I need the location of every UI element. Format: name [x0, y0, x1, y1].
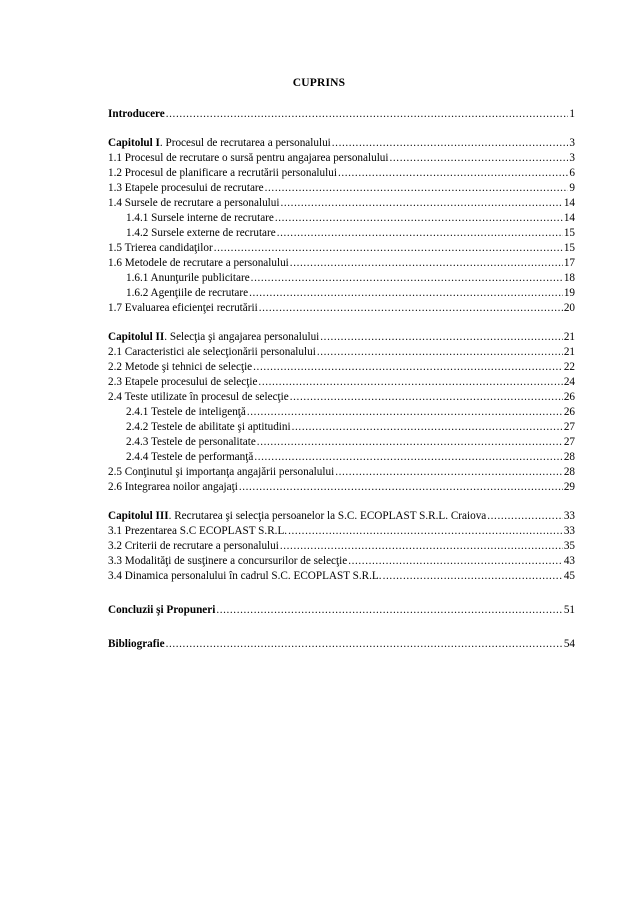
- toc-entry: [108, 211, 575, 226]
- toc-entry-label: [108, 554, 347, 569]
- dot-leader: [487, 509, 563, 524]
- toc-page-number: 24: [563, 376, 575, 388]
- toc-entry-text: 1.7 Evaluarea eficienţei recrutării: [108, 302, 258, 314]
- toc-entry: [108, 637, 575, 652]
- dot-leader: [290, 390, 563, 405]
- toc-entry-heading: Capitolul III: [108, 510, 169, 522]
- toc-page-number: 26: [563, 406, 575, 418]
- toc-entry-label: [108, 360, 252, 375]
- toc-entry-label: [126, 211, 274, 226]
- toc-entry-text: 1.4.1 Sursele interne de recrutare: [126, 212, 274, 224]
- toc-entry: [108, 241, 575, 256]
- toc-page-number: 54: [563, 638, 575, 650]
- toc-entry: [108, 256, 575, 271]
- toc-entry-text: . Selecţia şi angajarea personalului: [164, 331, 320, 343]
- toc-entry-text: 1.4.2 Sursele externe de recrutare: [126, 227, 276, 239]
- section-spacer: [108, 618, 575, 637]
- toc-entry-text: 1.6.1 Anunţurile publicitare: [126, 272, 250, 284]
- toc-page-number: 21: [563, 346, 575, 358]
- toc-entry-text: 2.5 Conţinutul şi importanţa angajării personalului: [108, 466, 335, 478]
- toc-entry: [108, 435, 575, 450]
- toc-entry: [108, 603, 575, 618]
- dot-leader: [258, 375, 562, 390]
- toc-entry-text: 2.4 Teste utilizate în procesul de selecţie: [108, 391, 289, 403]
- toc-entry-label: [126, 226, 276, 241]
- toc-entry-label: [108, 107, 165, 122]
- page-title: CUPRINS: [292, 77, 346, 89]
- dot-leader: [280, 539, 563, 554]
- toc-entry: [108, 136, 575, 151]
- toc-entry-text: 1.5 Trierea candidaţilor: [108, 242, 213, 254]
- dot-leader: [253, 360, 563, 375]
- toc-entry-label: [108, 151, 389, 166]
- toc-page-number: 28: [563, 451, 575, 463]
- dot-leader: [292, 420, 563, 435]
- toc-page-number: 33: [563, 525, 575, 537]
- toc-entry-text: 2.3 Etapele procesului de selecţie: [108, 376, 258, 388]
- toc-page-number: 6: [569, 167, 575, 179]
- toc-entry-text: 1.6 Metodele de recrutare a personalului: [108, 257, 289, 269]
- dot-leader: [166, 107, 569, 122]
- toc-entry-text: 2.6 Integrarea noilor angajaţi: [108, 481, 238, 493]
- toc-entry: [108, 196, 575, 211]
- toc-entry: [108, 554, 575, 569]
- toc-entry-label: [126, 450, 253, 465]
- toc-entry: [108, 151, 575, 166]
- dot-leader: [317, 345, 563, 360]
- dot-leader: [259, 301, 563, 316]
- toc-entry-text: 1.4 Sursele de recrutare a personalului: [108, 197, 280, 209]
- toc-entry: [108, 465, 575, 480]
- toc-entry-label: [108, 465, 334, 480]
- toc-entry-heading: Capitolul II: [108, 331, 165, 343]
- toc-page-number: 35: [563, 540, 575, 552]
- toc-entry: [108, 330, 575, 345]
- dot-leader: [247, 405, 563, 420]
- toc-entry: [108, 301, 575, 316]
- toc-entry-text: 1.1 Procesul de recrutare o sursă pentru angajarea personalului: [108, 152, 389, 164]
- toc-page-number: 3: [569, 152, 575, 164]
- toc-entry-text: 1.6.2 Agenţiile de recrutare: [126, 287, 249, 299]
- dot-leader: [390, 151, 569, 166]
- dot-leader: [257, 435, 563, 450]
- toc-entry-text: 3.3 Modalităţi de susţinere a concursurilor de selecţie: [108, 555, 348, 567]
- toc-page-number: 28: [563, 466, 575, 478]
- dot-leader: [216, 603, 562, 618]
- toc-entry-label: [126, 271, 250, 286]
- toc-entry-label: [108, 569, 382, 584]
- toc-entry: [108, 569, 575, 584]
- section-spacer: [108, 316, 575, 330]
- toc-entry: [108, 271, 575, 286]
- toc-entry-label: [126, 435, 256, 450]
- toc-page-number: 43: [563, 555, 575, 567]
- toc-page-number: 1: [569, 108, 575, 120]
- section-spacer: [108, 584, 575, 603]
- dot-leader: [254, 450, 563, 465]
- toc-page-number: 51: [563, 604, 575, 616]
- toc-page-number: 27: [563, 436, 575, 448]
- toc-entry-text: 2.4.4 Testele de performanţă: [126, 451, 254, 463]
- toc-entry-label: [108, 524, 287, 539]
- dot-leader: [277, 226, 563, 241]
- toc-entry-text: 1.3 Etapele procesului de recrutare: [108, 182, 264, 194]
- toc-entry-label: [108, 390, 289, 405]
- section-spacer: [108, 122, 575, 136]
- toc-entry-label: [108, 301, 258, 316]
- toc-entry-text: 2.4.3 Testele de personalitate: [126, 436, 256, 448]
- toc-entry-label: [108, 330, 319, 345]
- toc-page-number: 45: [563, 570, 575, 582]
- toc-entry: [108, 107, 575, 122]
- toc-page-number: 27: [563, 421, 575, 433]
- toc-entry: [108, 375, 575, 390]
- dot-leader: [249, 286, 563, 301]
- dot-leader: [332, 136, 569, 151]
- toc-page-number: 22: [563, 361, 575, 373]
- toc-page-number: 19: [563, 287, 575, 299]
- toc-entry: [108, 360, 575, 375]
- dot-leader: [280, 196, 562, 211]
- toc-entry-label: [126, 286, 248, 301]
- dot-leader: [288, 524, 563, 539]
- toc-entry-label: [126, 405, 246, 420]
- toc-page-number: 14: [563, 212, 575, 224]
- toc-page-number: 20: [563, 302, 575, 314]
- toc-entry-text: . Procesul de recrutarea a personalului: [159, 137, 331, 149]
- toc-entry-label: [108, 166, 337, 181]
- toc-entry: [108, 480, 575, 495]
- toc-page-number: 17: [563, 257, 575, 269]
- toc-entry-label: [108, 480, 238, 495]
- toc-page-number: 21: [563, 331, 575, 343]
- table-of-contents: [108, 107, 575, 652]
- toc-entry-text: 2.4.2 Testele de abilitate şi aptitudini: [126, 421, 291, 433]
- dot-leader: [239, 480, 563, 495]
- toc-entry-label: [108, 603, 215, 618]
- toc-entry-label: [108, 375, 257, 390]
- toc-entry-heading: Capitolul I: [108, 137, 160, 149]
- toc-page-number: 29: [563, 481, 575, 493]
- toc-page-number: 3: [569, 137, 575, 149]
- toc-entry: [108, 226, 575, 241]
- toc-entry-label: [108, 136, 331, 151]
- dot-leader: [166, 637, 563, 652]
- toc-entry: [108, 166, 575, 181]
- toc-entry-text: 2.4.1 Testele de inteligenţă: [126, 406, 246, 418]
- toc-entry: [108, 450, 575, 465]
- section-spacer: [108, 495, 575, 509]
- toc-entry-heading: Bibliografie: [108, 638, 165, 650]
- toc-entry-label: [108, 241, 213, 256]
- toc-entry: [108, 286, 575, 301]
- toc-page-number: 9: [569, 182, 575, 194]
- dot-leader: [275, 211, 563, 226]
- dot-leader: [338, 166, 568, 181]
- toc-entry-label: [108, 637, 165, 652]
- toc-page-number: 33: [563, 510, 575, 522]
- toc-entry-label: [108, 539, 279, 554]
- dot-leader: [348, 554, 563, 569]
- toc-entry-label: [108, 181, 264, 196]
- toc-entry: [108, 405, 575, 420]
- dot-leader: [251, 271, 563, 286]
- toc-entry-text: 2.2 Metode şi tehnici de selecţie: [108, 361, 253, 373]
- dot-leader: [265, 181, 569, 196]
- toc-entry-heading: Introducere: [108, 108, 165, 120]
- toc-page-number: 15: [563, 242, 575, 254]
- toc-page-number: 15: [563, 227, 575, 239]
- toc-entry-text: 3.4 Dinamica personalului în cadrul S.C. ECOPLAST S.R.L.: [108, 570, 382, 582]
- toc-entry: [108, 390, 575, 405]
- toc-entry: [108, 539, 575, 554]
- toc-entry: [108, 345, 575, 360]
- toc-entry-label: [108, 196, 279, 211]
- toc-entry: [108, 420, 575, 435]
- dot-leader: [290, 256, 563, 271]
- toc-page-number: 26: [563, 391, 575, 403]
- dot-leader: [383, 569, 563, 584]
- toc-entry-heading: Concluzii şi Propuneri: [108, 604, 216, 616]
- toc-entry-label: [108, 509, 486, 524]
- toc-page-number: 18: [563, 272, 575, 284]
- toc-entry-label: [108, 345, 316, 360]
- toc-entry: [108, 181, 575, 196]
- toc-entry-text: 2.1 Caracteristici ale selecţionării personalului: [108, 346, 316, 358]
- toc-entry-text: 3.2 Criterii de recrutare a personalului: [108, 540, 279, 552]
- toc-entry-text: 1.2 Procesul de planificare a recrutării personalului: [108, 167, 337, 179]
- toc-entry-label: [126, 420, 291, 435]
- dot-leader: [335, 465, 563, 480]
- toc-page-number: 14: [563, 197, 575, 209]
- toc-entry-text: . Recrutarea şi selecţia persoanelor la S.C. ECOPLAST S.R.L. Craiova: [168, 510, 487, 522]
- dot-leader: [214, 241, 563, 256]
- dot-leader: [320, 330, 563, 345]
- toc-entry-text: 3.1 Prezentarea S.C ECOPLAST S.R.L.: [108, 525, 288, 537]
- toc-entry: [108, 524, 575, 539]
- toc-entry-label: [108, 256, 289, 271]
- toc-entry: [108, 509, 575, 524]
